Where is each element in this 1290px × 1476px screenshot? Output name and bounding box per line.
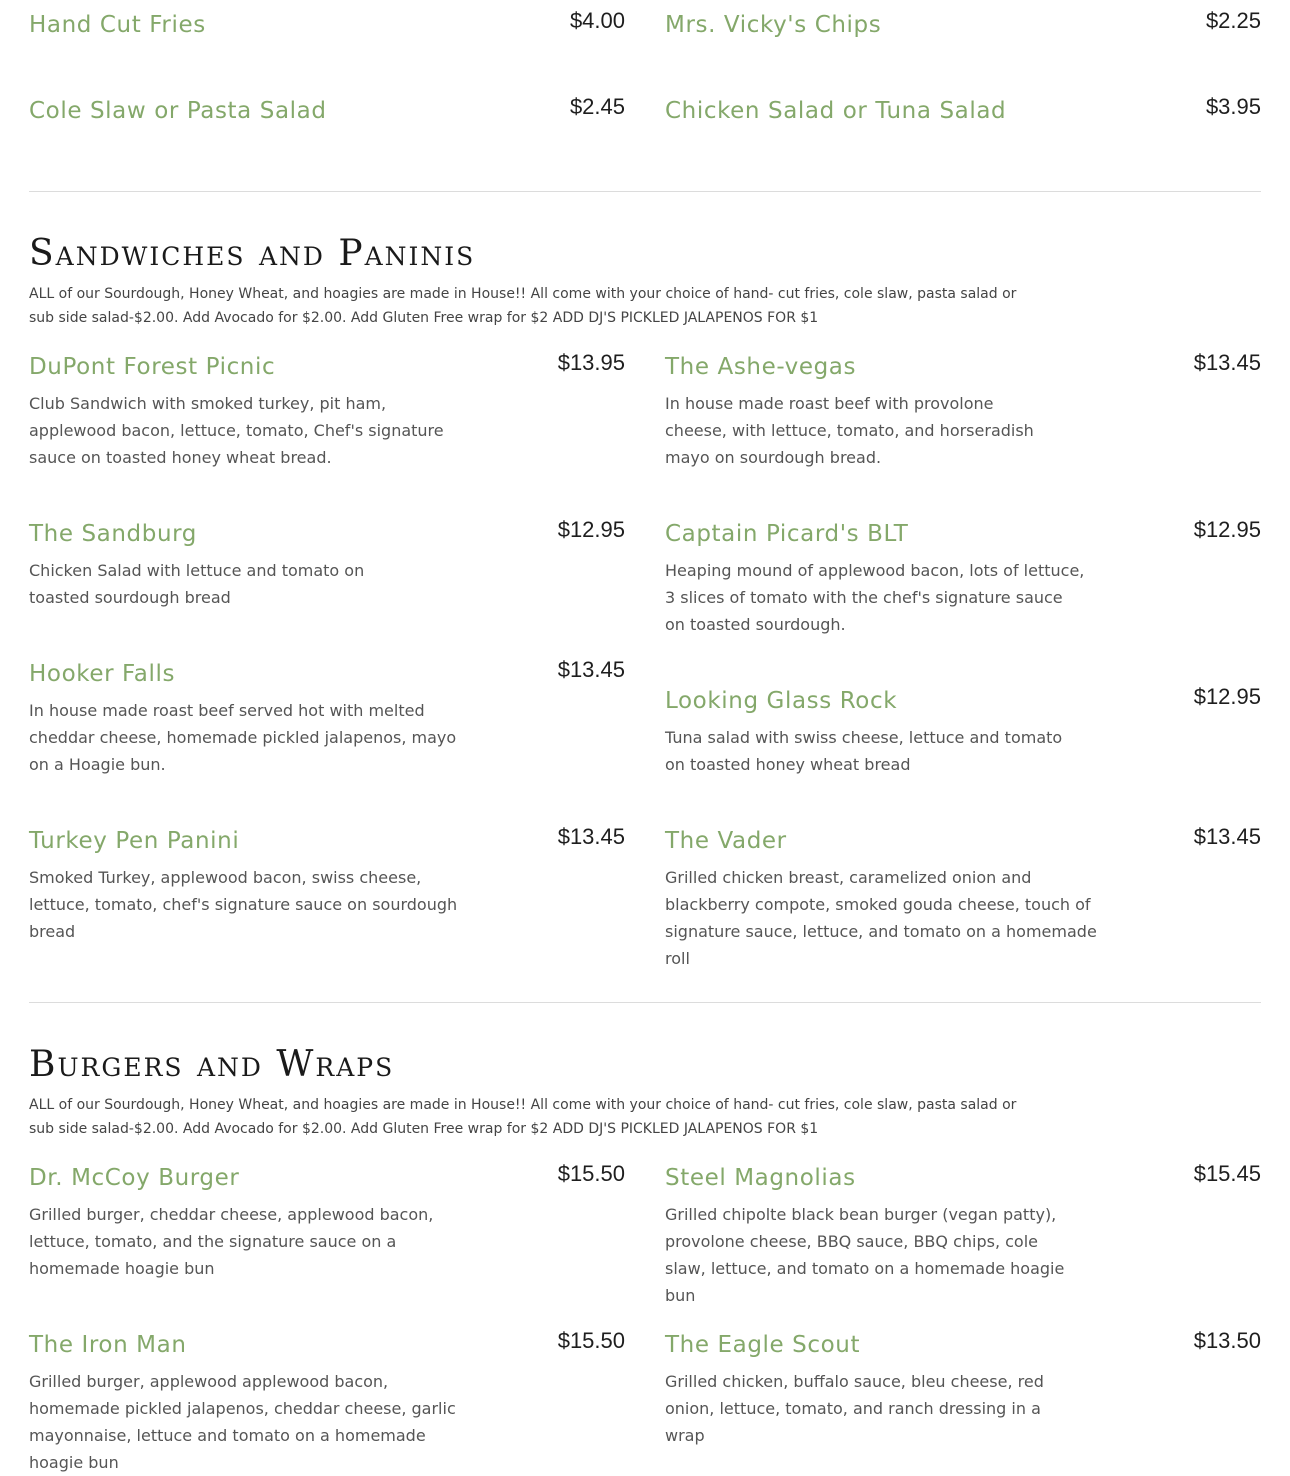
section-note: ALL of our Sourdough, Honey Wheat, and hoagies are made in House!! All come with your choice of hand- cut fries, cole slaw, pasta salad or sub side salad-$2.00. Add Avocado for $2.00. Add Gluten Free wrap for $2 ADD DJ'S PICKLED JALAPENOS FOR $1 [29, 1097, 1017, 1137]
item-description: Chicken Salad with lettuce and tomato on toasted sourdough bread [29, 561, 365, 607]
item-description: Grilled chicken, buffalo sauce, bleu cheese, red onion, lettuce, tomato, and ranch dressing in a wrap [665, 1372, 1044, 1445]
item-name: The Ashe-vegas [665, 354, 857, 380]
item-description: In house made roast beef served hot with melted cheddar cheese, homemade pickled jalapenos, mayo on a Hoagie bun. [29, 701, 457, 774]
section-divider [29, 1002, 1261, 1003]
item-name: The Sandburg [29, 521, 197, 547]
item-description: Smoked Turkey, applewood bacon, swiss cheese, lettuce, tomato, chef's signature sauce on sourdough bread [29, 868, 458, 941]
item-price: $13.45 [1193, 350, 1261, 375]
item-price: $13.95 [557, 350, 625, 375]
item-description: In house made roast beef with provolone cheese, with lettuce, tomato, and horseradish mayo on sourdough bread. [665, 394, 1034, 467]
section-title: Sandwiches and Paninis [29, 233, 476, 274]
item-name: Turkey Pen Panini [29, 828, 240, 854]
item-description: Grilled burger, applewood applewood bacon, homemade pickled jalapenos, cheddar cheese, garlic mayonnaise, lettuce and tomato on a homemade hoagie bun [29, 1372, 456, 1472]
item-name: Looking Glass Rock [665, 688, 898, 714]
item-price: $15.50 [557, 1161, 625, 1186]
item-description: Grilled burger, cheddar cheese, applewood bacon, lettuce, tomato, and the signature sauce on a homemade hoagie bun [29, 1205, 434, 1278]
section-divider [29, 191, 1261, 192]
item-description: Tuna salad with swiss cheese, lettuce and tomato on toasted honey wheat bread [665, 728, 1063, 774]
item-name: Hooker Falls [29, 661, 176, 687]
item-description: Grilled chipolte black bean burger (vegan patty), provolone cheese, BBQ sauce, BBQ chips, cole slaw, lettuce, and tomato on a homemade hoagie bun [665, 1205, 1065, 1305]
item-name: Dr. McCoy Burger [29, 1165, 240, 1191]
item-price: $2.25 [1205, 8, 1261, 33]
item-price: $12.95 [1193, 517, 1261, 542]
item-name: DuPont Forest Picnic [29, 354, 276, 380]
item-price: $12.95 [557, 517, 625, 542]
item-name: The Iron Man [29, 1332, 187, 1358]
item-price: $13.50 [1193, 1328, 1261, 1353]
item-price: $13.45 [1193, 824, 1261, 849]
item-price: $2.45 [569, 94, 625, 119]
item-price: $15.50 [557, 1328, 625, 1353]
item-name: Captain Picard's BLT [665, 521, 909, 547]
item-description: Grilled chicken breast, caramelized onion and blackberry compote, smoked gouda cheese, touch of signature sauce, lettuce, and tomato on a homemade roll [665, 868, 1097, 968]
item-description: Club Sandwich with smoked turkey, pit ham, applewood bacon, lettuce, tomato, Chef's signature sauce on toasted honey wheat bread. [29, 394, 444, 467]
item-name: Chicken Salad or Tuna Salad [665, 98, 1007, 124]
item-price: $13.45 [557, 657, 625, 682]
item-name: The Eagle Scout [665, 1332, 861, 1358]
item-description: Heaping mound of applewood bacon, lots of lettuce, 3 slices of tomato with the chef's signature sauce on toasted sourdough. [665, 561, 1085, 634]
item-name: Cole Slaw or Pasta Salad [29, 98, 327, 124]
section-title: Burgers and Wraps [29, 1044, 395, 1085]
item-name: Hand Cut Fries [29, 12, 206, 38]
item-name: Mrs. Vicky's Chips [665, 12, 882, 38]
item-price: $13.45 [557, 824, 625, 849]
item-price: $15.45 [1193, 1161, 1261, 1186]
item-name: Steel Magnolias [665, 1165, 856, 1191]
item-name: The Vader [665, 828, 787, 854]
section-note: ALL of our Sourdough, Honey Wheat, and hoagies are made in House!! All come with your choice of hand- cut fries, cole slaw, pasta salad or sub side salad-$2.00. Add Avocado for $2.00. Add Gluten Free wrap for $2 ADD DJ'S PICKLED JALAPENOS FOR $1 [29, 286, 1017, 326]
item-price: $12.95 [1193, 684, 1261, 709]
item-price: $4.00 [569, 8, 625, 33]
item-price: $3.95 [1205, 94, 1261, 119]
